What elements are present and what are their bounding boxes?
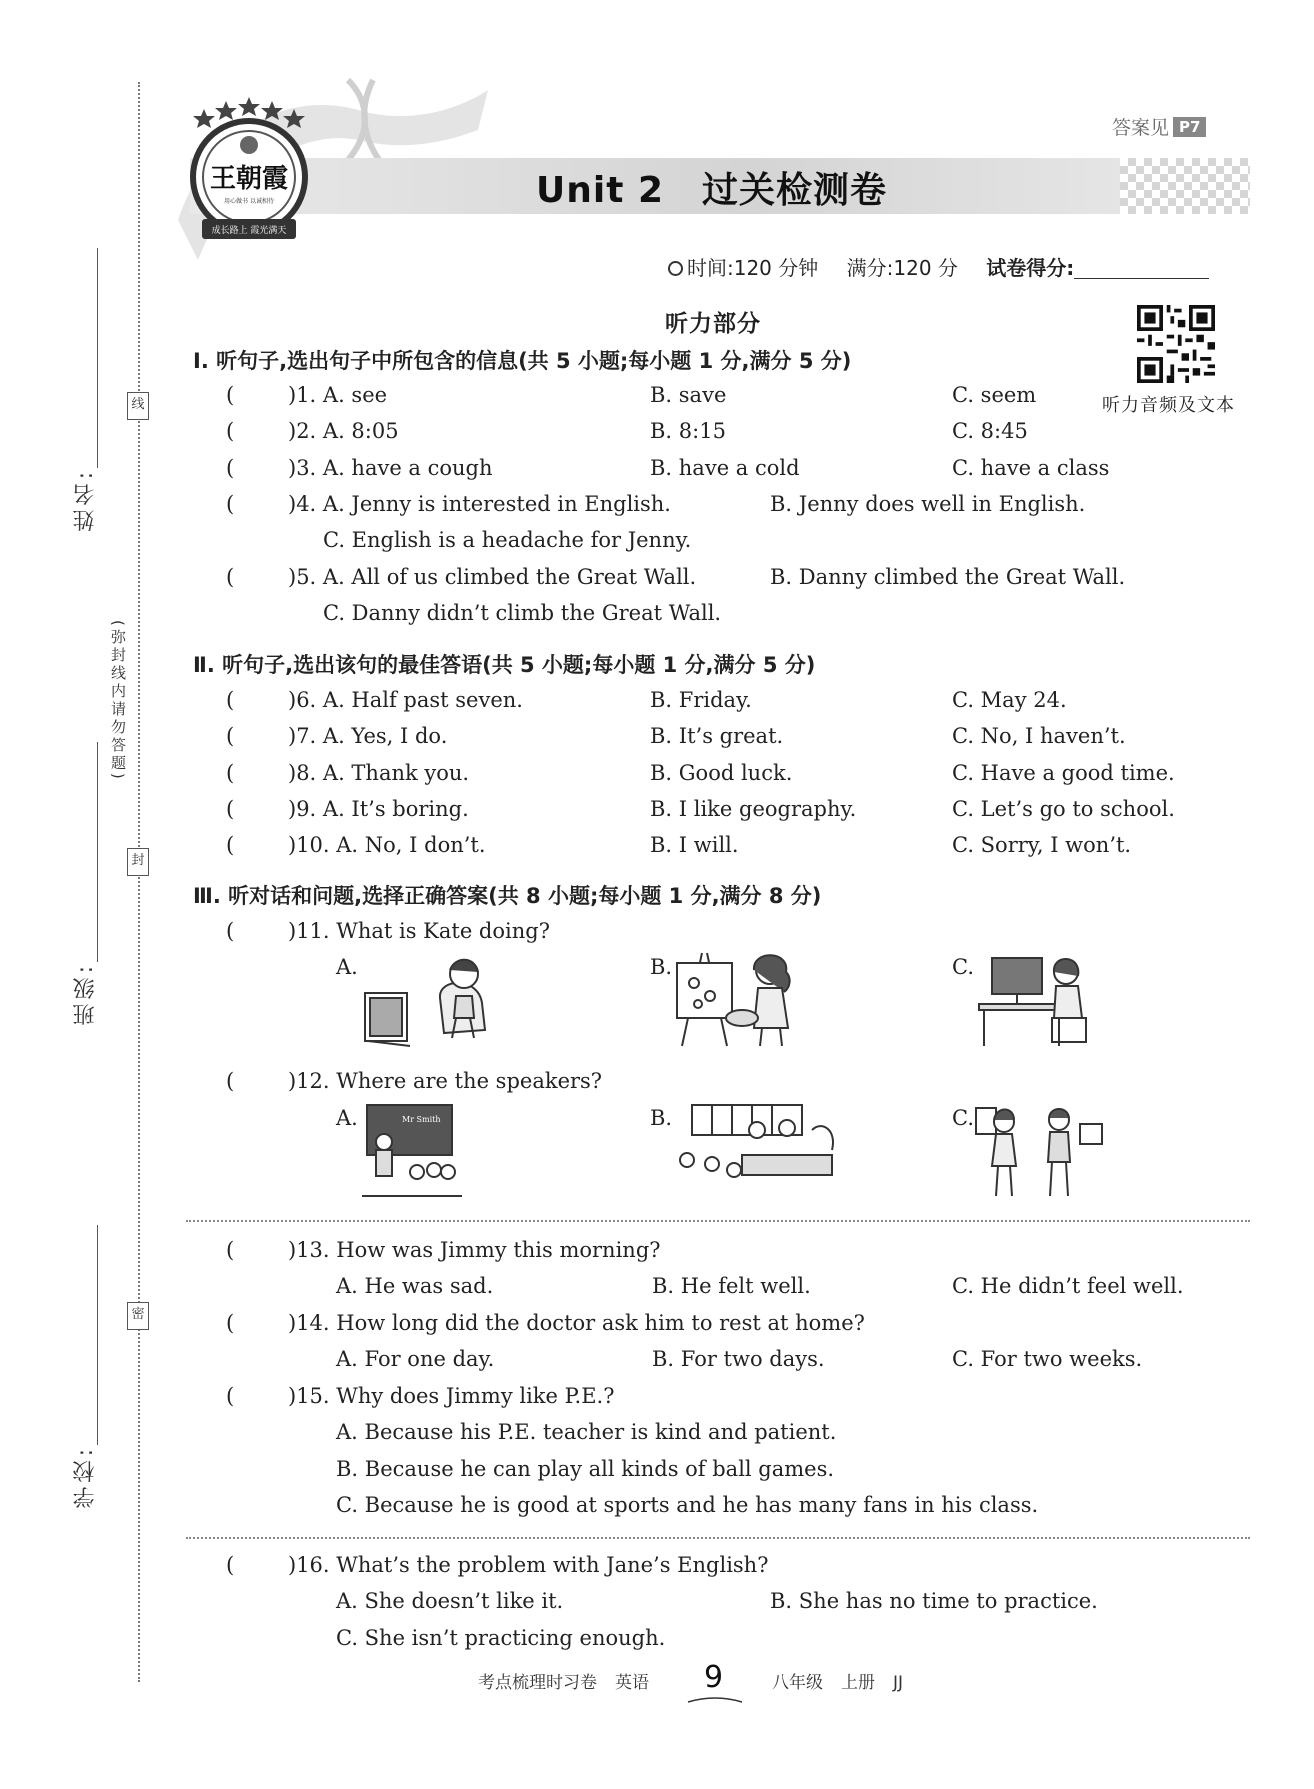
- answer-paren[interactable]: (: [226, 383, 235, 407]
- grade: 八年级: [772, 1673, 823, 1693]
- option-b-label: B.: [650, 955, 673, 979]
- option-a: )8. A. Thank you.: [288, 761, 470, 785]
- svg-text:Mr Smith: Mr Smith: [402, 1115, 441, 1124]
- publisher-logo: [186, 95, 312, 245]
- class-blank: [97, 742, 98, 962]
- answer-paren[interactable]: (: [226, 492, 235, 516]
- volume: 上册: [841, 1673, 875, 1693]
- cut-line: [138, 82, 140, 1682]
- question-text: )11. What is Kate doing?: [288, 919, 550, 943]
- footer-right: [772, 1668, 921, 1693]
- option-c: C. English is a headache for Jenny.: [323, 528, 692, 552]
- option-c: C. Have a good time.: [952, 761, 1175, 785]
- name-blank: [97, 248, 98, 468]
- option-b: B. have a cold: [650, 456, 800, 480]
- answer-paren[interactable]: (: [226, 565, 235, 589]
- part-title-listening: 听力部分: [665, 311, 761, 337]
- option-a-label: A.: [336, 1106, 358, 1130]
- subject: 英语: [615, 1673, 649, 1693]
- section-3-title: Ⅲ. 听对话和问题,选择正确答案(共 8 小题;每小题 1 分,满分 8 分): [193, 884, 822, 908]
- option-b: B. Because he can play all kinds of ball games.: [336, 1457, 835, 1481]
- option-c: C. have a class: [952, 456, 1110, 480]
- option-a: )10. A. No, I don’t.: [288, 833, 486, 857]
- option-b: B. For two days.: [652, 1347, 825, 1371]
- answer-paren[interactable]: (: [226, 833, 235, 857]
- option-c: C. Sorry, I won’t.: [952, 833, 1132, 857]
- seal-mark-seal: 封: [127, 848, 149, 876]
- option-a: )6. A. Half past seven.: [288, 688, 523, 712]
- binding-margin: [0, 0, 160, 1789]
- score-blank[interactable]: [1074, 259, 1209, 279]
- office-image[interactable]: [672, 1100, 842, 1200]
- option-b: B. Jenny does well in English.: [770, 492, 1086, 516]
- seal-mark-close: 密: [127, 1302, 149, 1330]
- tv-watching-image[interactable]: [360, 948, 510, 1048]
- computer-image[interactable]: [974, 948, 1094, 1048]
- option-a: )3. A. have a cough: [288, 456, 493, 480]
- answer-paren[interactable]: (: [226, 1384, 235, 1408]
- option-b: B. I like geography.: [650, 797, 857, 821]
- page-number-underline: [686, 1696, 744, 1706]
- option-a: A. He was sad.: [336, 1274, 494, 1298]
- answer-paren[interactable]: (: [226, 761, 235, 785]
- option-c: C. 8:45: [952, 419, 1028, 443]
- painting-image[interactable]: [672, 948, 812, 1048]
- unit-label: Unit 2: [536, 170, 664, 211]
- dialogue-divider: [186, 1537, 1250, 1539]
- option-c: C. Because he is good at sports and he has many fans in his class.: [336, 1493, 1039, 1517]
- score-label: 试卷得分:: [986, 256, 1075, 280]
- svg-text:王朝霞: 王朝霞: [209, 164, 289, 194]
- answer-paren[interactable]: (: [226, 919, 235, 943]
- answer-page-badge: P7: [1173, 117, 1206, 137]
- question-text: )14. How long did the doctor ask him to rest at home?: [288, 1311, 865, 1335]
- option-a: )7. A. Yes, I do.: [288, 724, 448, 748]
- option-a: A. For one day.: [336, 1347, 495, 1371]
- page-footer: [0, 1660, 1314, 1700]
- answer-paren[interactable]: (: [226, 724, 235, 748]
- class-label: 班级:: [73, 962, 98, 1026]
- answer-paren[interactable]: (: [226, 1311, 235, 1335]
- edition: JJ: [893, 1673, 904, 1693]
- option-c: C. No, I haven’t.: [952, 724, 1126, 748]
- section-1-title: Ⅰ. 听句子,选出句子中所包含的信息(共 5 小题;每小题 1 分,满分 5 分): [193, 349, 852, 373]
- clock-icon: [668, 261, 683, 276]
- book-name: 考点梳理时习卷: [478, 1673, 597, 1693]
- option-c: C. For two weeks.: [952, 1347, 1143, 1371]
- option-b: B. She has no time to practice.: [770, 1589, 1098, 1613]
- classroom-image[interactable]: [362, 1100, 462, 1200]
- school-blank: [97, 1225, 98, 1445]
- option-a: )4. A. Jenny is interested in English.: [288, 492, 671, 516]
- option-b-label: B.: [650, 1106, 673, 1130]
- street-image[interactable]: [974, 1100, 1104, 1200]
- time-text: 时间:120 分钟: [687, 256, 819, 280]
- option-c-label: C.: [952, 955, 974, 979]
- svg-text:成长路上 霞光满天: 成长路上 霞光满天: [211, 226, 287, 236]
- exam-info: [668, 252, 1231, 281]
- answer-paren[interactable]: (: [226, 1238, 235, 1262]
- answer-paren[interactable]: (: [226, 1553, 235, 1577]
- question-text: )15. Why does Jimmy like P.E.?: [288, 1384, 615, 1408]
- dialogue-divider: [186, 1220, 1250, 1222]
- option-b: B. save: [650, 383, 727, 407]
- seal-mark-line: 线: [127, 392, 149, 420]
- option-a: A. Because his P.E. teacher is kind and patient.: [336, 1420, 837, 1444]
- time-info: [668, 256, 818, 280]
- option-c: C. He didn’t feel well.: [952, 1274, 1184, 1298]
- option-a: )5. A. All of us climbed the Great Wall.: [288, 565, 697, 589]
- checker-pattern: [1120, 158, 1250, 214]
- answer-paren[interactable]: (: [226, 688, 235, 712]
- option-b: B. It’s great.: [650, 724, 784, 748]
- option-c: C. She isn’t practicing enough.: [336, 1626, 666, 1650]
- page-number: 9: [704, 1660, 724, 1695]
- answer-ref-label: 答案见: [1112, 117, 1170, 139]
- question-text: )16. What’s the problem with Jane’s English?: [288, 1553, 769, 1577]
- test-title: 过关检测卷: [702, 170, 888, 211]
- page-title: [536, 162, 887, 213]
- question-text: )13. How was Jimmy this morning?: [288, 1238, 661, 1262]
- qr-caption: 听力音频及文本: [1102, 395, 1235, 416]
- option-b: B. I will.: [650, 833, 739, 857]
- option-b: B. Good luck.: [650, 761, 793, 785]
- option-c-label: C.: [952, 1106, 974, 1130]
- option-b: B. 8:15: [650, 419, 726, 443]
- footer-left: [478, 1668, 667, 1693]
- answer-paren[interactable]: (: [226, 456, 235, 480]
- qr-code[interactable]: [1137, 305, 1215, 383]
- option-a: )9. A. It’s boring.: [288, 797, 469, 821]
- option-a: A. She doesn’t like it.: [336, 1589, 564, 1613]
- option-a-label: A.: [336, 955, 358, 979]
- option-a: )1. A. see: [288, 383, 388, 407]
- section-2-title: Ⅱ. 听句子,选出该句的最佳答语(共 5 小题;每小题 1 分,满分 5 分): [193, 653, 816, 677]
- school-label: 学校:: [73, 1445, 98, 1509]
- option-b: B. Danny climbed the Great Wall.: [770, 565, 1126, 589]
- answer-paren[interactable]: (: [226, 419, 235, 443]
- option-c: C. Danny didn’t climb the Great Wall.: [323, 601, 722, 625]
- seal-note: (弥封线内请勿答题): [109, 620, 127, 782]
- answer-paren[interactable]: (: [226, 1069, 235, 1093]
- answer-reference: [1112, 113, 1206, 140]
- option-b: B. Friday.: [650, 688, 752, 712]
- option-a: )2. A. 8:05: [288, 419, 399, 443]
- full-score: 满分:120 分: [846, 256, 958, 280]
- option-c: C. May 24.: [952, 688, 1067, 712]
- question-text: )12. Where are the speakers?: [288, 1069, 603, 1093]
- option-c: C. Let’s go to school.: [952, 797, 1175, 821]
- option-b: B. He felt well.: [652, 1274, 811, 1298]
- name-label: 姓名:: [73, 468, 98, 532]
- svg-text:用心做书 以诚相待: 用心做书 以诚相待: [224, 198, 274, 205]
- option-c: C. seem: [952, 383, 1037, 407]
- answer-paren[interactable]: (: [226, 797, 235, 821]
